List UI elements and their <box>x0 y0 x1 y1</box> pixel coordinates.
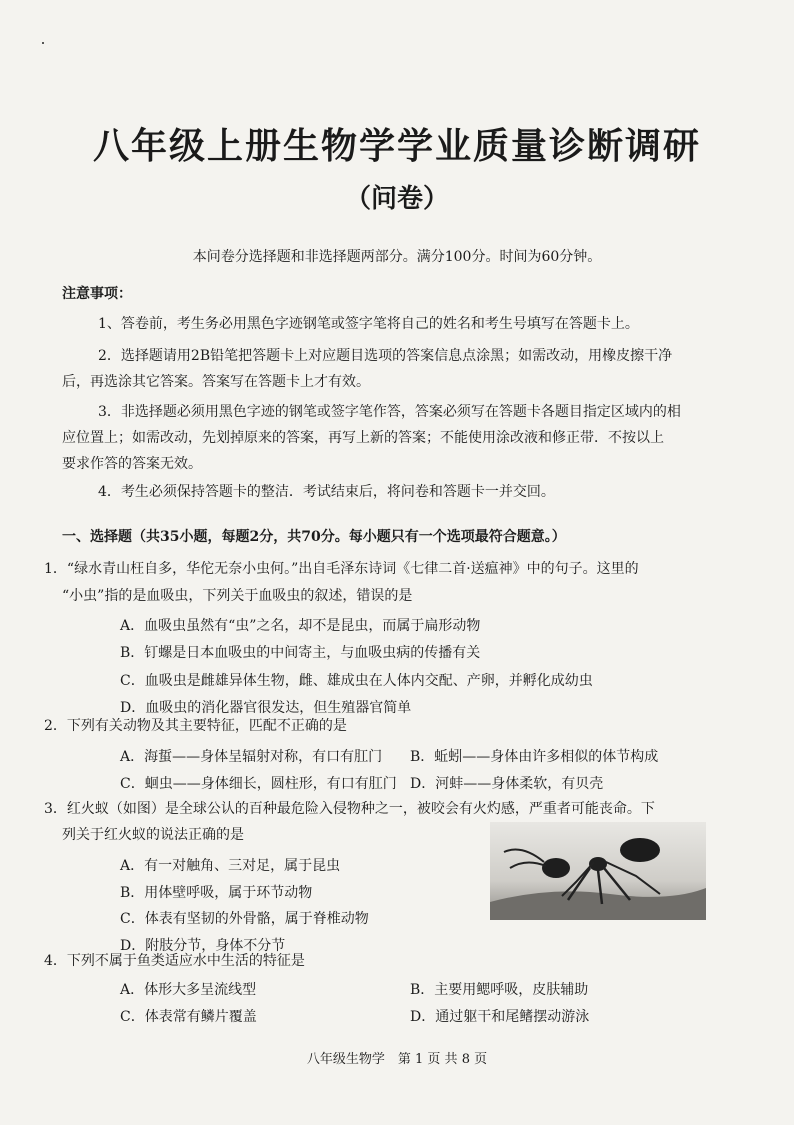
question-2-option-d: D．河蚌——身体柔软，有贝壳 <box>410 776 604 792</box>
question-2-option-c: C．蛔虫——身体细长，圆柱形，有口有肛门 <box>120 776 397 792</box>
notice-heading: 注意事项： <box>62 286 132 302</box>
notice-item-3-cont: 应位置上；如需改动，先划掉原来的答案，再写上新的答案；不能使用涂改液和修正带．不按以上 <box>62 430 664 446</box>
question-2-option-a: A．海蜇——身体呈辐射对称，有口有肛门 <box>120 749 383 765</box>
exam-intro: 本问卷分选择题和非选择题两部分。满分100分。时间为60分钟。 <box>192 249 602 265</box>
exam-subtitle: （问卷） <box>344 184 449 214</box>
question-1-option-d: D．血吸虫的消化器官很发达，但生殖器官简单 <box>120 700 412 716</box>
question-3-stem-cont: 列关于红火蚁的说法正确的是 <box>62 827 244 843</box>
question-4-stem: 4．下列不属于鱼类适应水中生活的特征是 <box>44 953 305 969</box>
question-4-option-a: A．体形大多呈流线型 <box>120 982 257 998</box>
page-footer: 八年级生物学 第 1 页 共 8 页 <box>306 1052 488 1067</box>
notice-item-3: 3．非选择题必须用黑色字迹的钢笔或签字笔作答，答案必须写在答题卡各题目指定区域内的相 <box>98 404 681 420</box>
question-1-option-b: B．钉螺是日本血吸虫的中间寄主，与血吸虫病的传播有关 <box>120 645 481 661</box>
question-1-stem: 1．“绿水青山枉自多，华佗无奈小虫何。”出自毛泽东诗词《七律二首·送瘟神》中的句子。这里的 <box>44 561 639 577</box>
question-4-option-b: B．主要用鳃呼吸，皮肤辅助 <box>410 982 589 998</box>
ant-illustration <box>490 822 706 920</box>
question-1-option-c: C．血吸虫是雌雄异体生物，雌、雄成虫在人体内交配、产卵，并孵化成幼虫 <box>120 673 593 689</box>
section-heading: 一、选择题（共35小题，每题2分，共70分。每小题只有一个选项最符合题意。） <box>62 529 566 545</box>
fire-ant-photo <box>490 822 706 920</box>
notice-item-4: 4．考生必须保持答题卡的整洁．考试结束后，将问卷和答题卡一并交回。 <box>98 484 555 500</box>
question-2-option-b: B．蚯蚓——身体由许多相似的体节构成 <box>410 749 659 765</box>
speck <box>42 42 44 44</box>
question-3-stem: 3．红火蚁（如图）是全球公认的百种最危险入侵物种之一，被咬会有火灼感，严重者可能丧命。下 <box>44 801 655 817</box>
notice-item-2: 2．选择题请用2B铅笔把答题卡上对应题目选项的答案信息点涂黑；如需改动，用橡皮擦干净 <box>98 348 673 364</box>
notice-item-1: 1、答卷前，考生务必用黑色字迹钢笔或签字笔将自己的姓名和考生号填写在答题卡上。 <box>98 316 639 332</box>
question-3-option-c: C．体表有坚韧的外骨骼，属于脊椎动物 <box>120 911 369 927</box>
question-3-option-d: D．附肢分节，身体不分节 <box>120 938 286 954</box>
question-4-option-c: C．体表常有鳞片覆盖 <box>120 1009 257 1025</box>
question-1-stem-cont: “小虫”指的是血吸虫，下列关于血吸虫的叙述，错误的是 <box>62 588 413 604</box>
notice-item-3-cont2: 要求作答的答案无效。 <box>62 456 202 472</box>
notice-item-2-cont: 后，再选涂其它答案。答案写在答题卡上才有效。 <box>62 374 370 390</box>
question-2-stem: 2．下列有关动物及其主要特征，匹配不正确的是 <box>44 718 347 734</box>
exam-title: 八年级上册生物学学业质量诊断调研 <box>92 125 701 167</box>
question-3-option-a: A．有一对触角、三对足，属于昆虫 <box>120 858 341 874</box>
question-3-option-b: B．用体壁呼吸，属于环节动物 <box>120 885 313 901</box>
question-4-option-d: D．通过躯干和尾鳍摆动游泳 <box>410 1009 590 1025</box>
question-1-option-a: A．血吸虫虽然有“虫”之名，却不是昆虫，而属于扁形动物 <box>120 618 481 634</box>
